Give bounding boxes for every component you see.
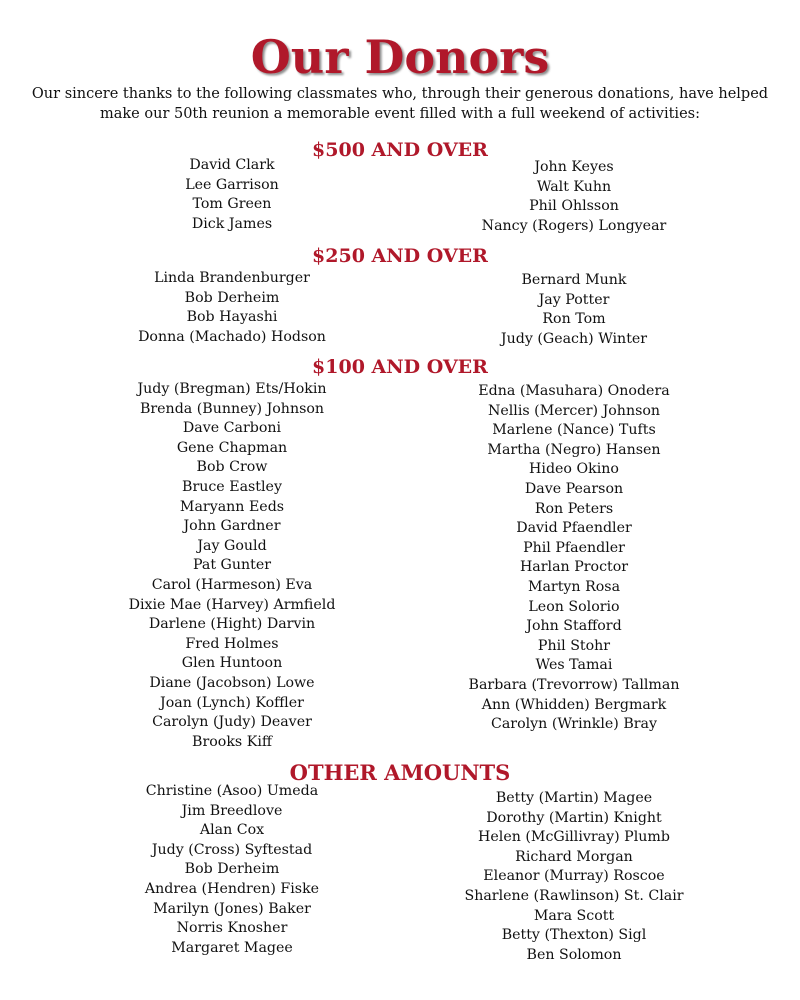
donor-name: Martha (Negro) Hansen	[487, 441, 661, 458]
donor-name: Christine (Asoo) Umeda	[145, 783, 319, 799]
donor-name: Jim Breedlove	[181, 802, 283, 819]
donor-name: Martyn Rosa	[527, 578, 621, 595]
donor-name: Phil Stohr	[537, 637, 611, 654]
donor-name: Donna (Machado) Hodson	[138, 328, 326, 345]
donor-name: Bernard Munk	[521, 272, 627, 288]
donor-name: Gene Chapman	[176, 439, 288, 456]
donor-name: Ann (Whidden) Bergmark	[481, 696, 667, 713]
donor-name: Dick James	[191, 215, 273, 232]
donor-name: Barbara (Trevorrow) Tallman	[468, 676, 680, 693]
donor-name: Bob Derheim	[184, 861, 280, 878]
donor-list-250-left	[112, 269, 352, 347]
donor-name: Betty (Martin) Magee	[495, 790, 653, 806]
donor-name: Joan (Lynch) Koffler	[160, 694, 304, 711]
donor-list-500-right	[454, 158, 694, 236]
donor-name: Ben Solomon	[526, 946, 622, 963]
donor-name: Dixie Mae (Harvey) Armfield	[128, 596, 336, 613]
donor-name: Brenda (Bunney) Johnson	[139, 400, 325, 417]
donor-name: Marlene (Nance) Tufts	[492, 422, 656, 439]
donor-name: Judy (Geach) Winter	[500, 330, 648, 347]
donor-list-100-right	[454, 382, 694, 735]
donor-name: Phil Ohlsson	[529, 198, 619, 215]
donor-name: Harlan Proctor	[519, 559, 629, 576]
section-heading-100: $100 AND OVER	[312, 356, 488, 378]
donor-name: Phil Pfaendler	[523, 539, 625, 556]
donor-name: Ron Peters	[534, 500, 614, 517]
donor-name: Jay Gould	[197, 537, 267, 554]
donor-list-500-left	[112, 156, 352, 234]
donor-name: Bob Hayashi	[186, 309, 278, 326]
donor-name: Carolyn (Judy) Deaver	[152, 714, 312, 731]
donor-name: Sharlene (Rawlinson) St. Clair	[464, 887, 684, 904]
donor-name: Fred Holmes	[185, 635, 279, 652]
donor-list-100-left	[112, 380, 352, 752]
donor-list-250-right	[454, 271, 694, 349]
section-heading-250: $250 AND OVER	[312, 245, 488, 267]
section-heading-other: OTHER AMOUNTS	[289, 760, 511, 785]
donor-name: Eleanor (Murray) Roscoe	[483, 868, 665, 885]
donor-name: Darlene (Hight) Darvin	[148, 616, 316, 633]
section-heading-500: $500 AND OVER	[312, 139, 488, 161]
donor-name: Leon Solorio	[528, 598, 620, 615]
donor-name: David Pfaendler	[516, 520, 632, 537]
donor-name: Tom Green	[192, 196, 272, 213]
donor-name: Bob Crow	[196, 459, 268, 476]
donor-name: Glen Huntoon	[181, 655, 283, 672]
donor-name: Dave Carboni	[182, 420, 282, 437]
donor-name: Wes Tamai	[535, 657, 613, 674]
donor-name: Nancy (Rogers) Longyear	[481, 217, 667, 234]
donor-name: Judy (Cross) Syftestad	[151, 841, 313, 858]
donor-name: Walt Kuhn	[536, 178, 612, 195]
donor-name: Betty (Thexton) Sigl	[501, 927, 647, 944]
donor-name: Andrea (Hendren) Fiske	[144, 880, 320, 897]
donor-name: John Keyes	[534, 159, 614, 175]
donor-name: Dorothy (Martin) Knight	[486, 809, 662, 826]
donor-name: Alan Cox	[199, 822, 265, 839]
donor-name: Marilyn (Jones) Baker	[153, 900, 311, 917]
donor-name: Margaret Magee	[171, 939, 293, 956]
donor-name: Mara Scott	[533, 907, 615, 924]
donor-name: John Stafford	[526, 618, 622, 635]
intro-paragraph: Our sincere thanks to the following classmates who, through their generous donations, have helped make our 50th reunion a memorable event filled with a full weekend of activities:	[31, 86, 769, 122]
donor-name: Pat Gunter	[192, 557, 272, 574]
donor-name: David Clark	[189, 157, 275, 173]
donor-name: Lee Garrison	[185, 176, 279, 193]
donor-name: Edna (Masuhara) Onodera	[478, 383, 670, 399]
donor-name: Hideo Okino	[529, 461, 619, 478]
donor-list-other-left	[112, 782, 352, 958]
donor-name: Nellis (Mercer) Johnson	[487, 402, 661, 419]
donor-list-other-right	[454, 789, 694, 965]
donor-name: Carolyn (Wrinkle) Bray	[490, 716, 658, 733]
donor-name: Richard Morgan	[515, 848, 633, 865]
donor-name: Helen (McGillivray) Plumb	[478, 829, 670, 846]
donor-name: Linda Brandenburger	[154, 270, 310, 286]
donor-name: Ron Tom	[542, 311, 606, 328]
donor-name: John Gardner	[183, 518, 281, 535]
donor-name: Diane (Jacobson) Lowe	[149, 674, 315, 691]
donor-name: Jay Potter	[538, 291, 610, 308]
donor-name: Bruce Eastley	[182, 478, 282, 495]
page-title: Our Donors	[250, 30, 550, 84]
donor-name: Dave Pearson	[524, 480, 624, 497]
donor-name: Norris Knosher	[176, 920, 288, 937]
donor-name: Maryann Eeds	[179, 498, 285, 515]
donor-name: Brooks Kiff	[192, 733, 272, 750]
donor-name: Carol (Harmeson) Eva	[151, 576, 313, 593]
donor-name: Bob Derheim	[184, 289, 280, 306]
donor-name: Judy (Bregman) Ets/Hokin	[137, 381, 327, 397]
